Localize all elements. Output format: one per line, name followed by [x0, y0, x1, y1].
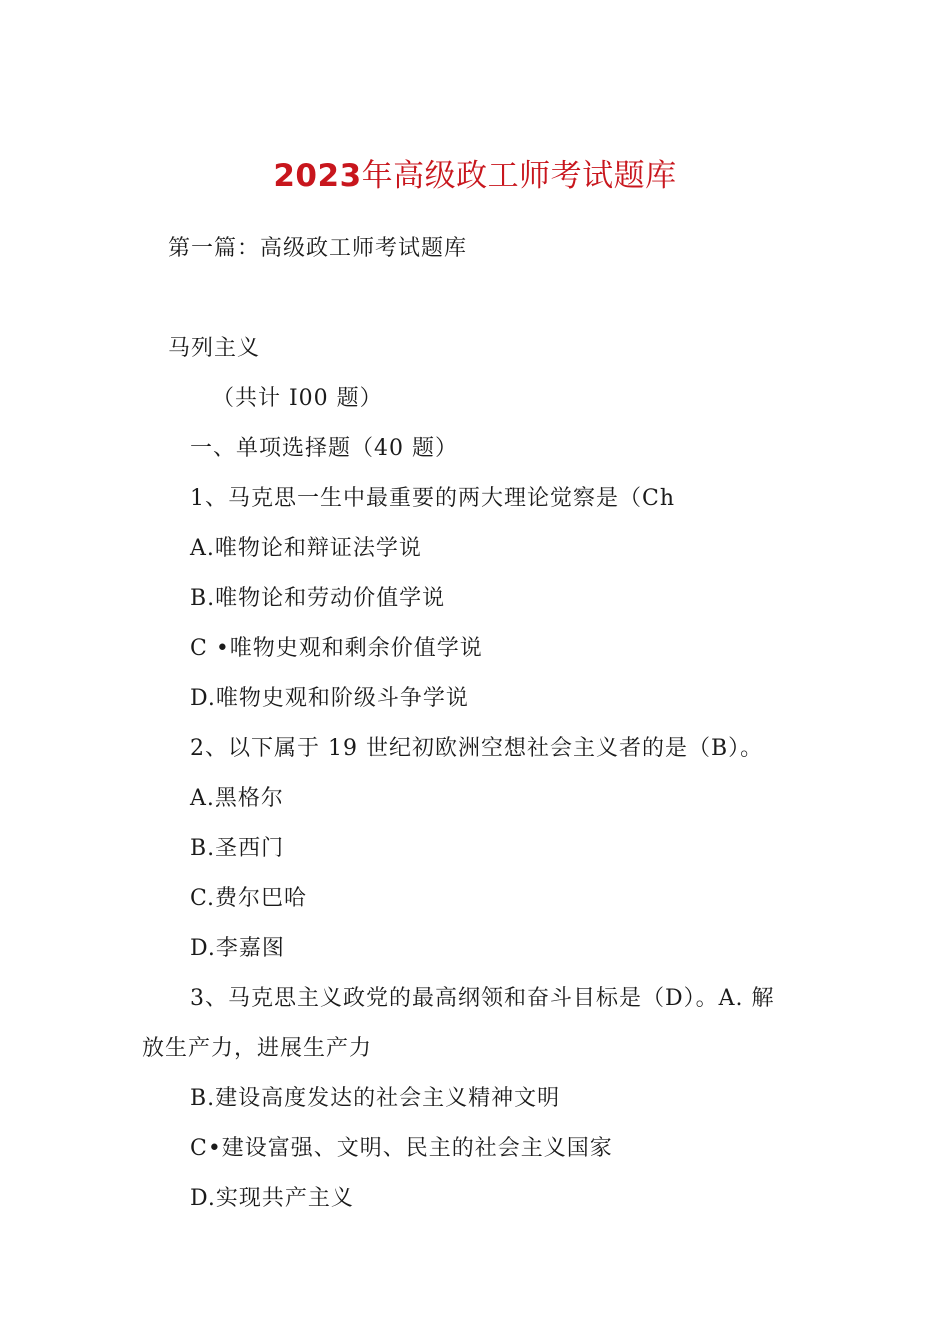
document-title [0, 154, 950, 198]
question-2-option-d: D.李嘉图 [190, 936, 285, 961]
title-year: 2023 [273, 158, 362, 194]
question-3-stem-continued: 放生产力，进展生产力 [142, 1036, 373, 1061]
question-3-option-d: D.实现共产主义 [190, 1186, 354, 1211]
question-1-option-d: D.唯物史观和阶级斗争学说 [190, 686, 469, 711]
subject-heading: 马列主义 [168, 336, 261, 361]
question-1-option-a: A.唯物论和辩证法学说 [190, 536, 422, 561]
question-3-stem: 3、马克思主义政党的最高纲领和奋斗目标是（D）。A. 解 [190, 986, 775, 1011]
question-3-option-c: C•建设富强、文明、民主的社会主义国家 [190, 1136, 613, 1161]
question-2-stem: 2、以下属于 19 世纪初欧洲空想社会主义者的是（B）。 [190, 736, 764, 761]
question-1-option-b: B.唯物论和劳动价值学说 [190, 586, 446, 611]
question-1-option-c: C •唯物史观和剩余价值学说 [190, 636, 483, 661]
question-total: （共计 I00 题） [212, 386, 383, 411]
question-1-stem: 1、马克思一生中最重要的两大理论觉察是（Ch [190, 486, 676, 511]
question-3-option-b: B.建设高度发达的社会主义精神文明 [190, 1086, 561, 1111]
question-2-option-c: C.费尔巴哈 [190, 886, 308, 911]
title-text: 年高级政工师考试题库 [361, 158, 677, 194]
section-heading: 一、单项选择题（40 题） [190, 436, 458, 461]
question-2-option-a: A.黑格尔 [190, 786, 284, 811]
chapter-heading: 第一篇：高级政工师考试题库 [168, 236, 468, 261]
question-2-option-b: B.圣西门 [190, 836, 285, 861]
